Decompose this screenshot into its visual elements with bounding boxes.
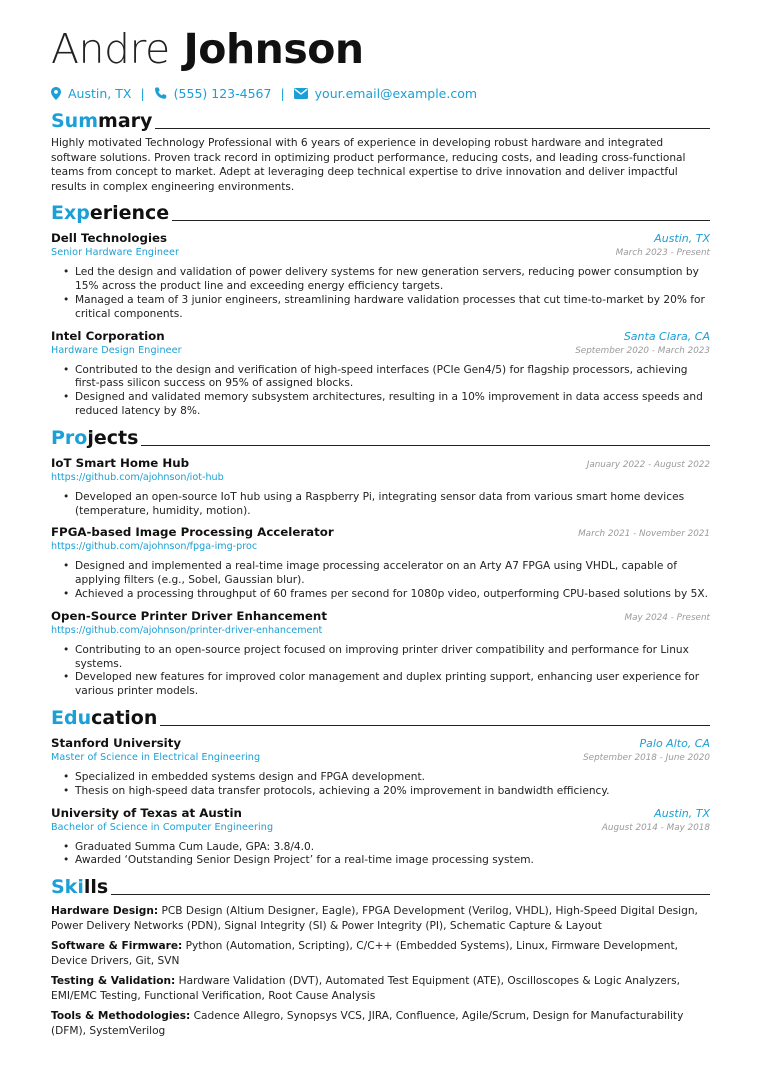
school-name: Stanford University (51, 735, 182, 750)
bullet-item: • Graduated Summa Cum Laude, GPA: 3.8/4.0. (75, 841, 710, 855)
section-title (51, 427, 138, 449)
skill-row (51, 1009, 710, 1038)
contact-email[interactable] (294, 86, 477, 101)
section-title (51, 202, 169, 224)
section-title-rest: erience (89, 202, 170, 225)
summary-text: Highly motivated Technology Professional with 6 years of experience in developing robust hardware and integrated software solutions. Proven track record in optimizing product performance, reducing costs, and leading cross-functional teams from concept to market. Adept at leveraging deep technical expertise to drive innovation and deliver impactful results in complex engineering environments. (51, 137, 686, 193)
education-bullets (51, 771, 710, 799)
bullet-item: • Contributing to an open-source project focused on improving printer driver compatibility and performance for Linux systems. (75, 644, 710, 672)
company-name: Intel Corporation (51, 328, 165, 343)
summary-heading (51, 108, 710, 132)
email-link[interactable]: your.email@example.com (314, 85, 478, 101)
project-name: Open-Source Printer Driver Enhancement (51, 608, 327, 623)
envelope-icon (294, 88, 308, 99)
contact-phone[interactable] (154, 86, 272, 101)
skill-label: Hardware Design: (51, 905, 159, 918)
candidate-name (51, 26, 710, 72)
project-entry (51, 456, 710, 519)
project-dates: March 2021 - November 2021 (578, 529, 710, 540)
school-dates: August 2014 - May 2018 (601, 822, 710, 833)
skill-text: Python (Automation, Scripting), C/C++ (Embedded Systems), Linux, Firmware Development, Device Drivers, Git, SVN (51, 940, 678, 967)
experience-entry (51, 231, 710, 321)
bullet-item: • Designed and validated memory subsystem architectures, resulting in a 10% improvement in data access speeds and reduced latency by 8%. (75, 391, 710, 419)
bullet-item: • Led the design and validation of power delivery systems for new generation servers, reducing power consumption by 15% across the product line and exceeding energy efficiency targets. (75, 266, 710, 294)
section-title (51, 707, 157, 729)
job-location: Austin, TX (654, 232, 710, 246)
project-name: IoT Smart Home Hub (51, 455, 190, 470)
project-link[interactable]: https://github.com/ajohnson/iot-hub (51, 471, 224, 483)
section-title-accent: Pro (51, 426, 88, 449)
map-marker-icon (51, 87, 61, 100)
skill-text: Hardware Validation (DVT), Automated Test Equipment (ATE), Oscilloscopes & Logic Analyzers, EMI/EMC Testing, Functional Verification, Root Cause Analysis (51, 975, 681, 1002)
section-title-rest: mary (98, 110, 153, 132)
school-location: Palo Alto, CA (639, 736, 710, 750)
project-bullets (51, 560, 710, 601)
project-link[interactable]: https://github.com/ajohnson/printer-driver-enhancement (51, 624, 323, 636)
contact-separator: | (280, 85, 285, 101)
bullet-item: • Designed and implemented a real-time image processing accelerator on an Arty A7 FPGA using VHDL, capable of applying filters (e.g., Sobel, Gaussian blur). (75, 560, 710, 588)
job-dates: September 2020 - March 2023 (575, 345, 710, 356)
project-entry (51, 525, 710, 601)
bullet-item: • Specialized in embedded systems design and FPGA development. (75, 771, 710, 785)
skill-text: Cadence Allegro, Synopsys VCS, JIRA, Confluence, Agile/Scrum, Design for Manufacturability (DFM), SystemVerilog (51, 1010, 684, 1037)
skill-label: Testing & Validation: (51, 975, 176, 988)
section-rule (141, 445, 710, 446)
phone-icon (154, 87, 167, 100)
bullet-item: • Developed new features for improved color management and duplex printing support, enhancing user experience for various printer models. (75, 671, 710, 699)
contact-separator: | (140, 85, 145, 101)
school-dates: September 2018 - June 2020 (583, 752, 710, 763)
last-name: Johnson (183, 25, 364, 73)
skill-row (51, 904, 710, 933)
bullet-item: • Achieved a processing throughput of 60 frames per second for 1080p video, outperforming CPU-based solutions by 5X. (75, 588, 710, 602)
contact-bar (51, 84, 710, 102)
bullet-item: • Thesis on high-speed data transfer protocols, achieving a 20% improvement in bandwidth efficiency. (75, 785, 710, 799)
job-role: Hardware Design Engineer (51, 344, 182, 356)
school-location: Austin, TX (654, 806, 710, 820)
section-title-rest: jects (87, 426, 139, 449)
bullet-item: • Contributed to the design and verification of high-speed interfaces (PCIe Gen4/5) for flagship processors, achieving first-pass silicon success on 95% of assigned blocks. (75, 364, 710, 392)
section-title-accent: Edu (51, 706, 92, 729)
project-dates: May 2024 - Present (624, 612, 710, 623)
skill-row (51, 974, 710, 1003)
section-title (51, 876, 108, 898)
section-title-accent: Sum (51, 110, 99, 132)
skill-text: PCB Design (Altium Designer, Eagle), FPGA Development (Verilog, VHDL), High-Speed Digital Design, Power Delivery Networks (PDN), Signal Integrity (SI) & Power Integrity (PI), Schematic Capture & Layout (51, 905, 698, 932)
section-title-accent: Ski (51, 876, 84, 899)
school-name: University of Texas at Austin (51, 805, 242, 820)
bullet-item: • Managed a team of 3 junior engineers, streamlining hardware validation processes that cut time-to-market by 20% for critical components. (75, 294, 710, 322)
experience-entry (51, 329, 710, 419)
section-title-rest: lls (83, 876, 109, 899)
section-title-accent: Exp (51, 202, 90, 225)
education-entry (51, 806, 710, 869)
project-name: FPGA-based Image Processing Accelerator (51, 525, 334, 540)
job-location: Santa Clara, CA (623, 329, 710, 343)
education-heading (51, 705, 710, 729)
education-entry (51, 736, 710, 799)
contact-location (51, 86, 131, 101)
project-link[interactable]: https://github.com/ajohnson/fpga-img-proc (51, 541, 258, 553)
bullet-item: • Awarded ‘Outstanding Senior Design Project’ for a real-time image processing system. (75, 854, 710, 868)
job-dates: March 2023 - Present (615, 248, 710, 259)
company-name: Dell Technologies (51, 231, 168, 246)
first-name: Andre (51, 25, 170, 73)
degree: Master of Science in Electrical Engineering (51, 751, 261, 763)
job-bullets (51, 364, 710, 419)
project-bullets (51, 644, 710, 699)
section-title (51, 110, 152, 132)
project-bullets (51, 491, 710, 519)
education-bullets (51, 841, 710, 869)
projects-heading (51, 425, 710, 449)
degree: Bachelor of Science in Computer Engineering (51, 821, 274, 833)
section-rule (111, 894, 710, 895)
skill-row (51, 939, 710, 968)
skill-label: Software & Firmware: (51, 940, 183, 953)
section-rule (155, 128, 710, 129)
project-entry (51, 609, 710, 699)
skills-heading (51, 874, 710, 898)
job-role: Senior Hardware Engineer (51, 247, 180, 259)
job-bullets (51, 266, 710, 321)
section-rule (160, 725, 710, 726)
location-text: Austin, TX (68, 85, 132, 101)
skill-label: Tools & Methodologies: (51, 1010, 191, 1023)
section-rule (172, 220, 710, 221)
phone-text[interactable]: (555) 123-4567 (173, 85, 272, 101)
project-dates: January 2022 - August 2022 (586, 459, 710, 470)
section-title-rest: cation (91, 706, 158, 729)
bullet-item: • Developed an open-source IoT hub using a Raspberry Pi, integrating sensor data from various smart home devices (temperature, humidity, motion). (75, 491, 710, 519)
experience-heading (51, 200, 710, 224)
